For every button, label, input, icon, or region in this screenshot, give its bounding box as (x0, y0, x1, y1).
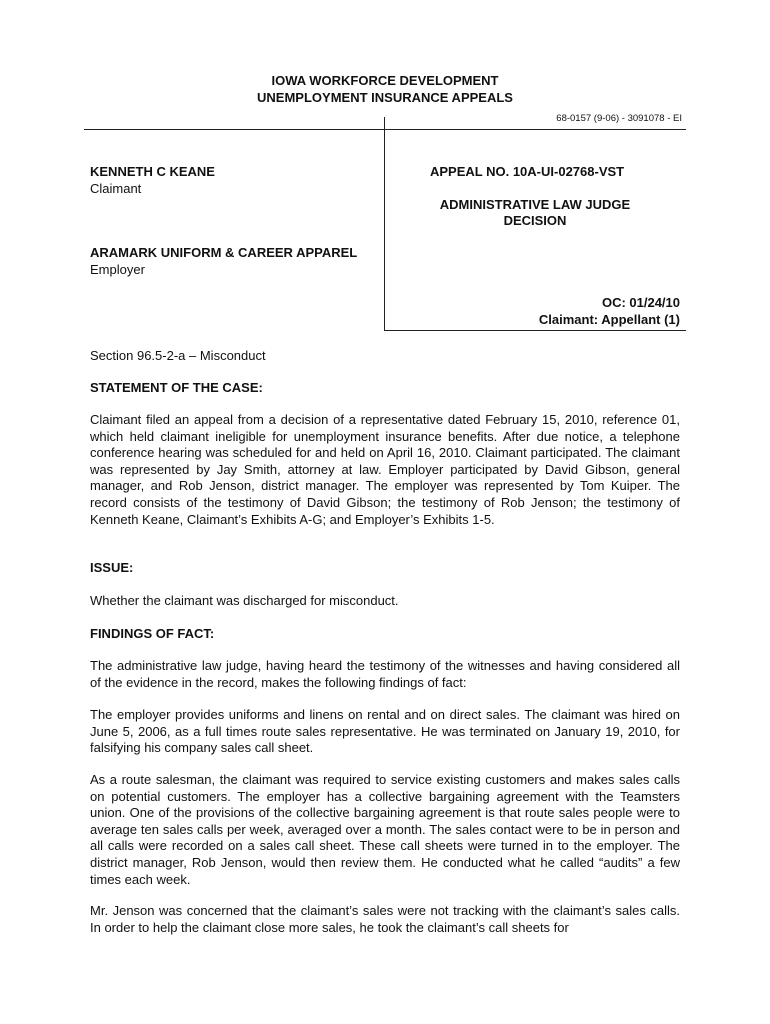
form-reference: 68-0157 (9-06) - 3091078 - EI (556, 113, 682, 124)
decision-title-line2: DECISION (503, 213, 567, 228)
oc-date: OC: 01/24/10 (601, 295, 680, 310)
findings-paragraph-4: Mr. Jenson was concerned that the claimant’s sales were not tracking with the claimant’s sales calls. In order to help the claimant close more sales, he took the claimant’s call sheets for (90, 903, 680, 935)
findings-paragraph-1: The administrative law judge, having heard the testimony of the witnesses and having considered all of the evidence in the record, makes the following findings of fact: (90, 658, 680, 690)
findings-paragraph-2: The employer provides uniforms and linens on rental and on direct sales. The claimant was hired on June 5, 2006, as a full times route sales representative. He was terminated on January 19, 2010, for falsifying his company sales call sheet. (90, 707, 680, 756)
agency-title: IOWA WORKFORCE DEVELOPMENT (271, 73, 499, 88)
employer-role: Employer (90, 262, 145, 277)
findings-heading: FINDINGS OF FACT: (90, 626, 215, 641)
employer-name: ARAMARK UNIFORM & CAREER APPAREL (90, 245, 358, 260)
findings-paragraph-3: As a route salesman, the claimant was required to service existing customers and makes sales calls on potential customers. The employer has a collective bargaining agreement with the Teamsters union. One of the provisions of the collective bargaining agreement is that route sales people were to average ten sales calls per week, averaged over a month. The sales contact were to be in person and all calls were recorded on a sales call sheet. These call sheets were turned in to the employer. The district manager, Rob Jenson, would then review them. He conducted what he called “audits” a few times each week. (90, 772, 680, 887)
caption-top-rule (84, 129, 686, 130)
statement-heading: STATEMENT OF THE CASE: (90, 380, 263, 395)
claimant-name: KENNETH C KEANE (90, 164, 215, 179)
agency-subtitle: UNEMPLOYMENT INSURANCE APPEALS (257, 90, 513, 105)
claimant-role: Claimant (90, 181, 142, 196)
issue-heading: ISSUE: (90, 560, 134, 575)
statement-paragraph: Claimant filed an appeal from a decision of a representative dated February 15, 2010, reference 01, which held claimant ineligible for unemployment insurance benefits. After due notice, a telephone conference hearing was scheduled for and held on April 16, 2010. Claimant participated. The claimant was represented by Jay Smith, attorney at law. Employer participated by David Gibson, general manager, and Rob Jenson, district manager. The employer was represented by Tom Kuiper. The record consists of the testimony of David Gibson; the testimony of Rob Jenson; the testimony of Kenneth Keane, Claimant’s Exhibits A-G; and Employer’s Exhibits 1-5. (90, 412, 680, 527)
claimant-status: Claimant: Appellant (1) (538, 312, 680, 327)
appeal-number: APPEAL NO. 10A-UI-02768-VST (430, 164, 625, 179)
caption-bottom-rule (384, 330, 686, 331)
section-citation: Section 96.5-2-a – Misconduct (90, 348, 266, 363)
caption-divider (384, 117, 385, 330)
issue-paragraph: Whether the claimant was discharged for misconduct. (90, 593, 399, 608)
decision-title-line1: ADMINISTRATIVE LAW JUDGE (439, 197, 631, 212)
